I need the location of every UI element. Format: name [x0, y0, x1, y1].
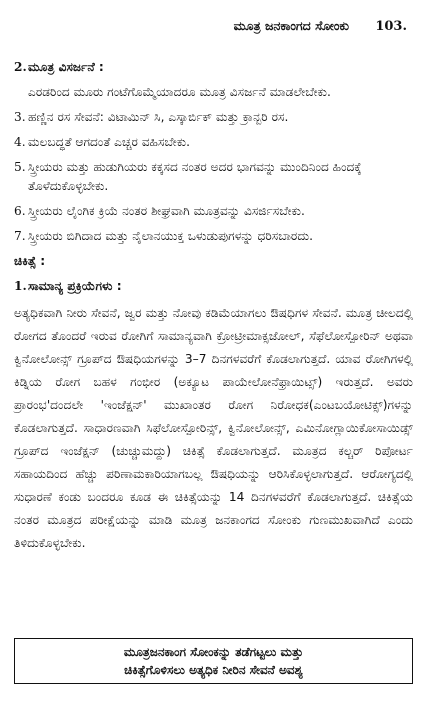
- list-item: [14, 108, 413, 127]
- item-text: ಹಣ್ಣಿನ ರಸ ಸೇವನೆ: ವಿಟಾಮಿನ್ ಸಿ, ಎಸ್ಕಾರ್ಬಿಕ್ ಮತ್ತು ಕ್ರಾನ್ಬರಿ ರಸ.: [28, 110, 289, 124]
- item-number: 4.: [14, 135, 26, 149]
- callout-line: ಮೂತ್ರಜನಕಾಂಗ ಸೋಂಕನ್ನು ತಡೆಗಟ್ಟಲು ಮತ್ತು: [123, 645, 304, 659]
- callout-line: ಚಿಕಿತ್ಸೆಗೊಳಿಸಲು ಅತ್ಯಧಿಕ ನೀರಿನ ಸೇವನೆ ಅವಶ್ಯ: [124, 663, 303, 677]
- page-header: [20, 18, 407, 34]
- list-item: [14, 83, 413, 102]
- item-number: [14, 83, 28, 102]
- item-number: 5.: [14, 160, 26, 174]
- item-heading: ಮೂತ್ರ ವಿಸರ್ಜನೆ :: [28, 60, 104, 74]
- treatment-paragraph: ಅತ್ಯಧಿಕವಾಗಿ ನೀರು ಸೇವನೆ, ಜ್ವರ ಮತ್ತು ನೋವು ಕಡಿಮೆಯಾಗಲು ಔಷಧಿಗಳ ಸೇವನೆ. ಮೂತ್ರ ಚೀಲದಲ್ಲಿ ರೋಗದ ತೊಂದರೆ ಇರುವ ರೋಗಿಗೆ ಸಾಮಾನ್ಯವಾಗಿ ಕ್ರೋಟ್ರೀಮಾಕ್ಸಜೋಲ್, ಸೆಫೆಲೋಸ್ಪೋರಿನ್ ಅಥವಾ ಕ್ವಿನೋಲೋನ್ಸ್ ಗ್ರೂಪ್‌ದ ಔಷಧಿಯಗಳನ್ನು 3–7 ದಿನಗಳವರೆಗೆ ಕೊಡಲಾಗುತ್ತದೆ. ಯಾವ ರೋಗಿಗಳಲ್ಲಿ ಕಿಡ್ನಿಯ ರೋಗ ಬಹಳ ಗಂಭೀರ (ಅಕ್ಯೂಟ ಪಾಯೇಲೋನೆಫ್ರಾಯಿಟ್ಸ್) ಇರುತ್ತದೆ. ಅವರು ಪ್ರಾರಂಭ'ದಂದಲೇ 'ಇಂಜೆಕ್ಷನ್' ಮುಖಾಂತರ ರೋಗ ನಿರೋಧಕ(ಎಂಟಬಯೋಟಿಕ್ಸ್)ಗಳನ್ನು ಕೊಡಲಾಗುತ್ತದೆ. ಸಾಧಾರಣವಾಗಿ ಸಿಫೆಲೋಸ್ಪೋರಿನ್ಸ್, ಕ್ವಿನೋಲೋನ್ಸ್, ಎಮಿನೋಗ್ಲಾಯಿಕೋಸಾಯಿಡ್ಸ್ ಗ್ರೂಪ್‌ದ ಇಂಜೆಕ್ಷನ್ (ಚುಚ್ಚುಮದ್ದು) ಚಿಕಿತ್ಸೆ ಕೊಡಲಾಗುತ್ತದೆ. ಮೂತ್ರದ ಕಲ್ಚರ್ ರಿಪೋರ್ಟ ಸಹಾಯದಿಂದ ಹೆಚ್ಚು ಪರಿಣಾಮಕಾರಿಯಾಗಬಲ್ಲ ಔಷಧಿಯನ್ನು ಆರಿಸಿಕೊಳ್ಳಲಾಗುತ್ತದೆ. ಆರೋಗ್ಯದಲ್ಲಿ ಸುಧಾರಣೆ ಕಂಡು ಬಂದರೂ ಕೂಡ ಈ ಚಿಕಿತ್ಸೆಯನ್ನು 14 ದಿನಗಳವರೆಗೆ ಕೊಡಲಾಗುತ್ತದೆ. ಚಿಕಿತ್ಸೆಯ ನಂತರ ಮೂತ್ರದ ಪರೀಕ್ಷೆಯನ್ನು ಮಾಡಿ ಮೂತ್ರ ಜನಕಾಂಗದ ಸೋಂಕು ಗುಣಮುಖವಾಗಿದೆ ಎಂದು ತಿಳಿದುಕೊಳ್ಳಬೇಕು.: [14, 306, 413, 550]
- item-number: 2.: [14, 60, 27, 74]
- section-heading: ಸಾಮಾನ್ಯ ಪ್ರಕ್ರಿಯೆಗಳು :: [28, 279, 122, 293]
- item-text: ಸ್ತ್ರೀಯರು ಬಿಗಿದಾದ ಮತ್ತು ನೈಲಾನಯುಕ್ತ ಒಳುಡುಪುಗಳನ್ನು ಧರಿಸಬಾರದು.: [28, 229, 313, 243]
- running-title: ಮೂತ್ರ ಜನಕಾಂಗದ ಸೋಂಕು: [233, 18, 349, 33]
- page-body: [14, 58, 413, 555]
- item-number: 3.: [14, 110, 26, 124]
- page-number: 103.: [375, 19, 407, 34]
- treatment-heading-text: ಚಿಕಿತ್ಸೆ :: [14, 254, 46, 268]
- callout-box: [14, 638, 413, 684]
- item-text: ಎರಡರಿಂದ ಮೂರು ಗಂಟೆಗೊಮ್ಮೆಯಾದರೂ ಮೂತ್ರ ವಿಸರ್ಜನೆ ಮಾಡಲೇಬೇಕು.: [28, 85, 331, 99]
- list-item: [14, 133, 413, 152]
- list-item: [14, 58, 413, 77]
- item-number: 7.: [14, 229, 26, 243]
- treatment-heading: [14, 252, 413, 271]
- general-heading: [14, 277, 413, 296]
- list-item: [14, 202, 413, 221]
- item-text: ಸ್ತ್ರೀಯರು ಲೈಂಗಿಕ ಕ್ರಿಯೆ ನಂತರ ಶೀಘ್ರವಾಗಿ ಮೂತ್ರವನ್ನು ವಿಸರ್ಜಿಸಬೇಕು.: [28, 204, 305, 218]
- list-item: [14, 158, 413, 196]
- item-number: 6.: [14, 204, 26, 218]
- item-text: ಸ್ತ್ರೀಯರು ಮತ್ತು ಹುಡುಗಿಯರು ಕಕ್ಕಸದ ನಂತರ ಅದರ ಭಾಗವನ್ನು ಮುಂದಿನಿಂದ ಹಿಂದಕ್ಕೆ ತೊಳೆದುಕೊಳ್ಳಬೇಕು.: [28, 160, 362, 193]
- list-item: [14, 227, 413, 246]
- item-text: ಮಲಬದ್ಧತೆ ಆಗದಂತೆ ಎಚ್ಚರ ವಹಿಸಬೇಕು.: [28, 135, 191, 149]
- item-number: 1.: [14, 279, 27, 293]
